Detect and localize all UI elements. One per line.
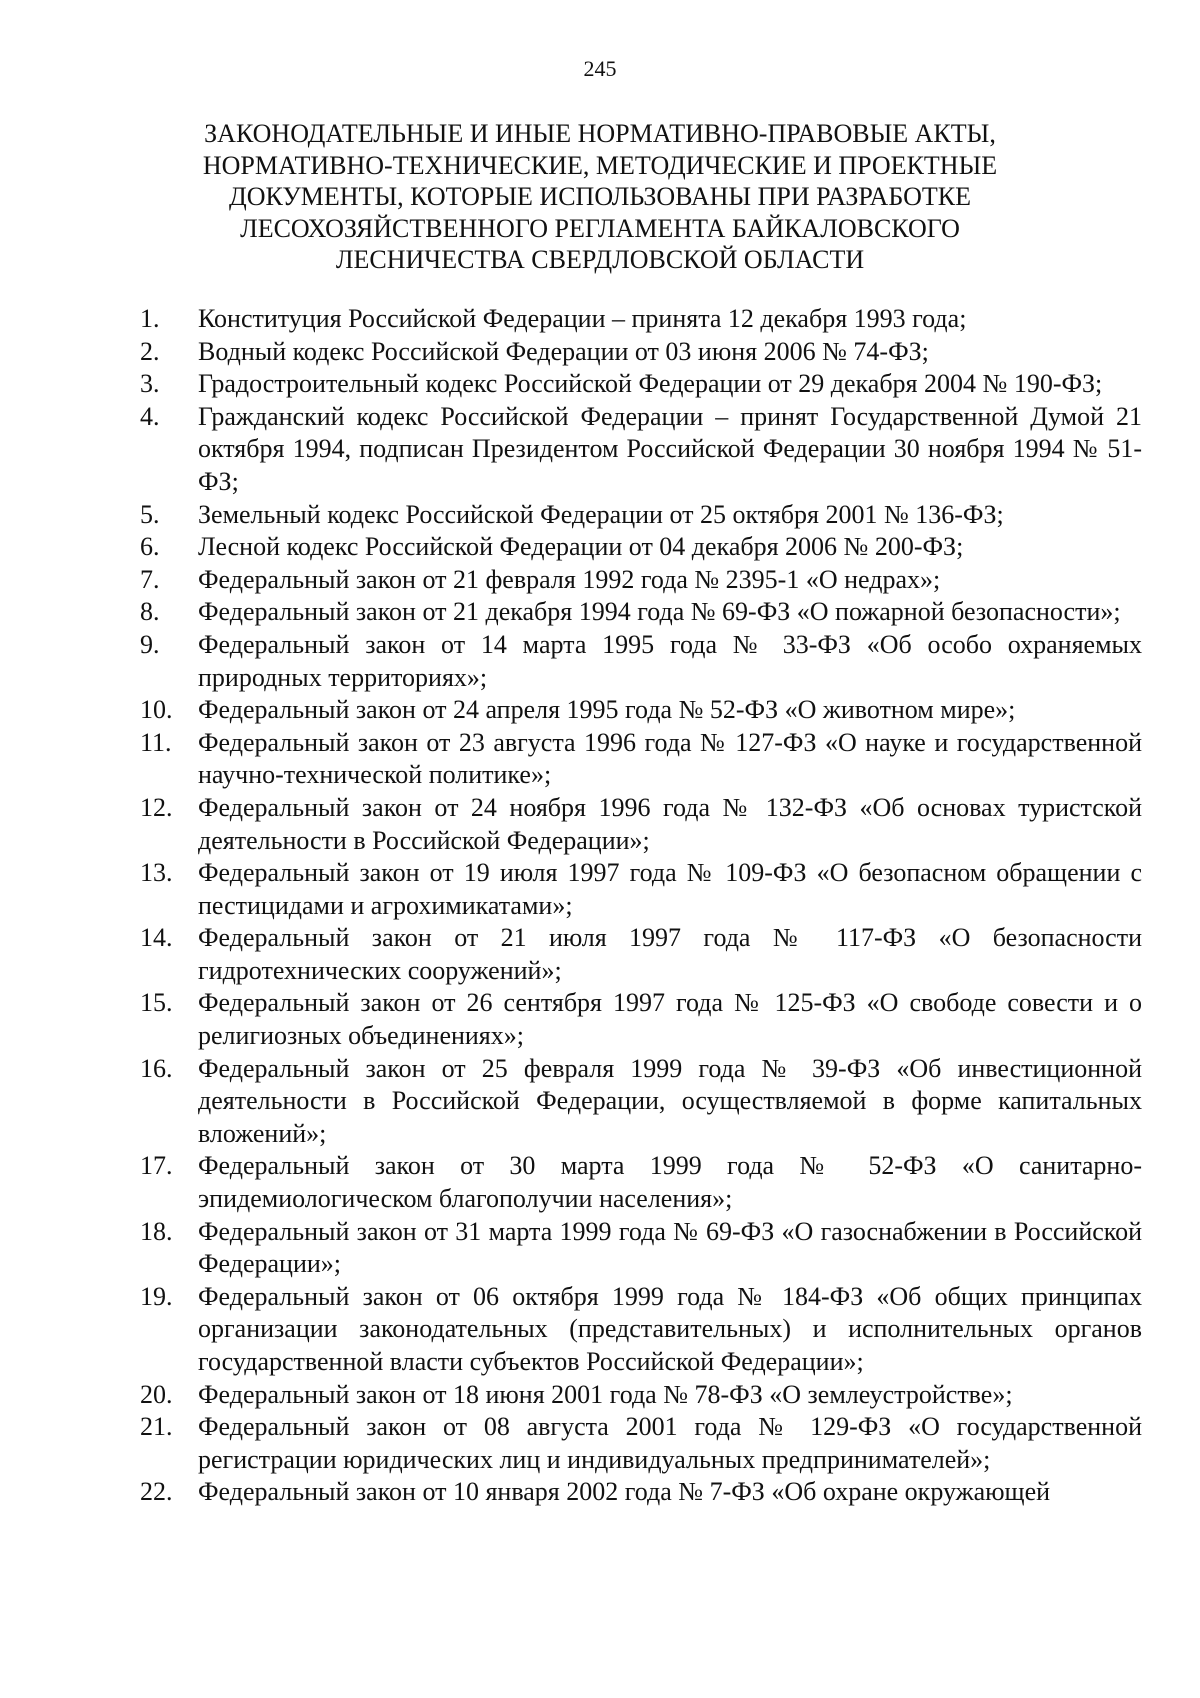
list-item-text: Федеральный закон от 06 октября 1999 года № 184-ФЗ «Об общих принципах организации законодательных (представительных) и исполнительных органов государственной власти субъектов Российской Федерации»; — [198, 1281, 1142, 1376]
list-item — [140, 857, 1142, 922]
list-item-number: 17. — [140, 1151, 173, 1181]
list-item — [140, 1053, 1142, 1151]
list-item-number: 8. — [140, 597, 160, 627]
list-item — [140, 987, 1142, 1052]
list-item-text: Гражданский кодекс Российской Федерации – принят Государственной Думой 21 октября 1994, подписан Президентом Российской Федерации 30 ноября 1994 № 51-ФЗ; — [198, 401, 1142, 496]
list-item-text: Федеральный закон от 26 сентября 1997 года № 125-ФЗ «О свободе совести и о религиозных объединениях»; — [198, 988, 1142, 1051]
list-item-text: Лесной кодекс Российской Федерации от 04 декабря 2006 № 200-ФЗ; — [198, 532, 964, 562]
list-item — [140, 531, 1142, 564]
list-item-text: Федеральный закон от 24 ноября 1996 года № 132-ФЗ «Об основах туристской деятельности в Российской Федерации»; — [198, 792, 1142, 855]
title-line: ЗАКОНОДАТЕЛЬНЫЕ И ИНЫЕ НОРМАТИВНО-ПРАВОВЫЕ АКТЫ, — [204, 119, 996, 148]
list-item-text: Федеральный закон от 18 июня 2001 года № 78-ФЗ «О землеустройстве»; — [198, 1379, 1013, 1409]
title-line: ЛЕСОХОЗЯЙСТВЕННОГО РЕГЛАМЕНТА БАЙКАЛОВСКОГО — [240, 213, 960, 243]
list-item-text: Водный кодекс Российской Федерации от 03 июня 2006 № 74-ФЗ; — [198, 336, 929, 366]
list-item-text: Федеральный закон от 21 февраля 1992 года № 2395-1 «О недрах»; — [198, 564, 941, 594]
list-item-number: 18. — [140, 1216, 173, 1246]
list-item-number: 11. — [140, 727, 172, 757]
list-item-text: Федеральный закон от 10 января 2002 года № 7-ФЗ «Об охране окружающей — [198, 1477, 1051, 1507]
list-item-number: 10. — [140, 695, 173, 725]
list-item — [140, 1216, 1142, 1281]
list-item-number: 1. — [140, 304, 160, 333]
list-item-text: Федеральный закон от 21 июля 1997 года № 117-ФЗ «О безопасности гидротехнических сооружений»; — [198, 923, 1142, 985]
list-item-number: 7. — [140, 564, 160, 594]
list-item — [140, 596, 1142, 629]
list-item — [140, 1150, 1142, 1215]
list-item-number: 13. — [140, 858, 173, 888]
list-item-number: 9. — [140, 629, 160, 659]
list-item-number: 3. — [140, 369, 160, 399]
list-item-number: 2. — [140, 336, 160, 366]
title-line: ДОКУМЕНТЫ, КОТОРЫЕ ИСПОЛЬЗОВАНЫ ПРИ РАЗРАБОТКЕ — [229, 182, 971, 211]
list-item — [140, 336, 1142, 369]
list-item-text: Земельный кодекс Российской Федерации от 25 октября 2001 № 136-ФЗ; — [198, 499, 1004, 529]
list-item-text: Федеральный закон от 21 декабря 1994 года № 69-ФЗ «О пожарной безопасности»; — [198, 597, 1121, 627]
title-line: ЛЕСНИЧЕСТВА СВЕРДЛОВСКОЙ ОБЛАСТИ — [335, 245, 865, 274]
list-item-text: Федеральный закон от 24 апреля 1995 года № 52-ФЗ «О животном мире»; — [198, 695, 1016, 725]
list-item — [140, 499, 1142, 532]
list-item-text: Федеральный закон от 23 августа 1996 года № 127-ФЗ «О науке и государственной научно-технической политике»; — [198, 727, 1142, 790]
list-item — [140, 727, 1142, 792]
list-item-text: Федеральный закон от 30 марта 1999 года № 52-ФЗ «О санитарно-эпидемиологическом благополучии населения»; — [198, 1151, 1142, 1214]
list-item-text: Федеральный закон от 19 июля 1997 года № 109-ФЗ «О безопасном обращении с пестицидами и агрохимикатами»; — [198, 858, 1142, 920]
legal-acts-list — [140, 303, 1142, 1509]
page-number: 245 — [583, 56, 617, 81]
list-item-number: 12. — [140, 792, 173, 822]
title-line: НОРМАТИВНО-ТЕХНИЧЕСКИЕ, МЕТОДИЧЕСКИЕ И ПРОЕКТНЫЕ — [202, 150, 998, 180]
document-title — [150, 118, 1050, 276]
list-item-text: Градостроительный кодекс Российской Федерации от 29 декабря 2004 № 190-ФЗ; — [198, 369, 1103, 399]
list-item — [140, 1281, 1142, 1379]
list-item — [140, 694, 1142, 727]
list-item — [140, 368, 1142, 401]
list-item — [140, 1476, 1142, 1509]
list-item-number: 15. — [140, 988, 173, 1018]
list-item-number: 4. — [140, 401, 160, 431]
list-item-number: 14. — [140, 923, 173, 953]
list-item-number: 22. — [140, 1477, 173, 1507]
list-item-text: Федеральный закон от 31 марта 1999 года № 69-ФЗ «О газоснабжении в Российской Федерации»; — [198, 1216, 1142, 1279]
list-item-number: 6. — [140, 532, 160, 562]
list-item — [140, 922, 1142, 987]
list-item — [140, 1411, 1142, 1476]
list-item — [140, 1379, 1142, 1412]
list-item — [140, 303, 1142, 336]
list-item — [140, 792, 1142, 857]
list-item-text: Федеральный закон от 08 августа 2001 года № 129-ФЗ «О государственной регистрации юридических лиц и индивидуальных предпринимателей»; — [198, 1412, 1142, 1474]
list-item-text: Федеральный закон от 25 февраля 1999 года № 39-ФЗ «Об инвестиционной деятельности в Российской Федерации, осуществляемой в форме капитальных вложений»; — [198, 1053, 1142, 1148]
list-item — [140, 629, 1142, 694]
list-item-number: 21. — [140, 1412, 173, 1442]
list-item-number: 16. — [140, 1053, 173, 1083]
list-item — [140, 401, 1142, 499]
list-item-number: 5. — [140, 499, 160, 529]
list-item-number: 19. — [140, 1281, 173, 1311]
list-item-number: 20. — [140, 1379, 173, 1409]
list-item-text: Конституция Российской Федерации – принята 12 декабря 1993 года; — [198, 304, 967, 333]
list-item-text: Федеральный закон от 14 марта 1995 года № 33-ФЗ «Об особо охраняемых природных территориях»; — [198, 629, 1142, 692]
list-item — [140, 564, 1142, 597]
